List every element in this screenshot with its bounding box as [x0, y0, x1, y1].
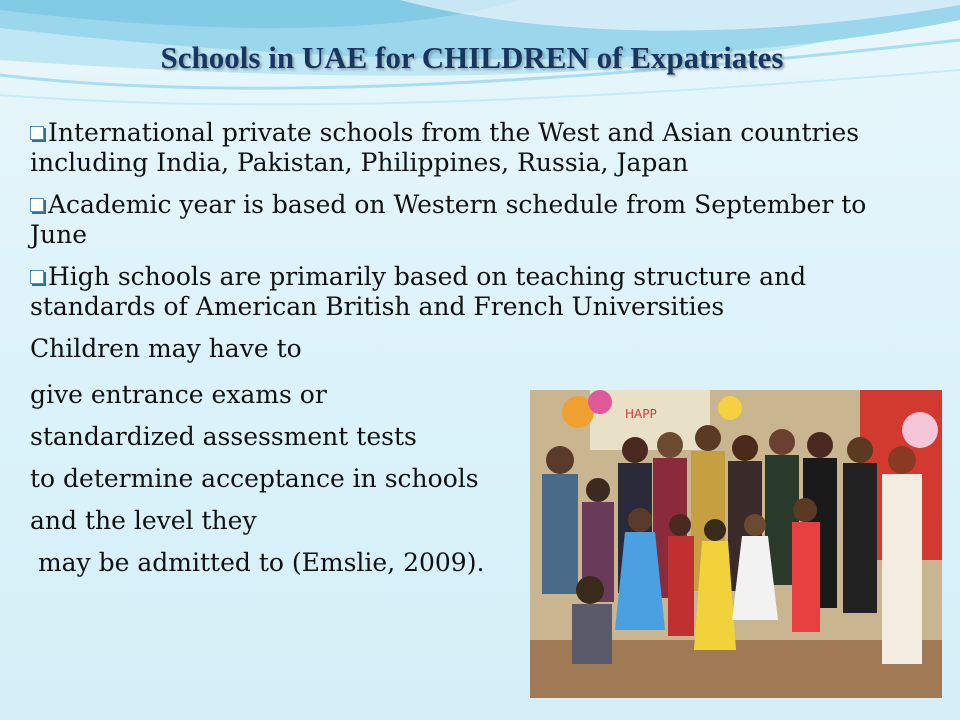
bullet-line: and the level they: [30, 506, 257, 535]
bullet-line: standardized assessment tests: [30, 422, 417, 451]
bullet-text: International private schools from the West and Asian countries including India, Pakistan, Philippines, Russia, Japan: [30, 118, 860, 177]
checkbox-bullet-icon: [30, 198, 44, 212]
bullet-item: [30, 118, 920, 178]
bullet-line: Children may have to: [30, 334, 302, 363]
slide-title: Schools in UAE for CHILDREN of Expatriates: [160, 40, 784, 75]
bullet-line: may be admitted to (Emslie, 2009).: [30, 548, 485, 577]
checkbox-bullet-icon: [30, 270, 44, 284]
bullet-item: [30, 190, 920, 250]
bullet-line: give entrance exams or: [30, 380, 327, 409]
banner-text: HAPP: [625, 407, 657, 421]
children-group-photo: [530, 390, 942, 698]
bullet-text: Academic year is based on Western schedule from September to June: [30, 190, 867, 249]
bullet-line: to determine acceptance in schools: [30, 464, 479, 493]
checkbox-bullet-icon: [30, 126, 44, 140]
bullet-item: [30, 262, 920, 322]
bullet-text: High schools are primarily based on teaching structure and standards of American British and French Universities: [30, 262, 807, 321]
